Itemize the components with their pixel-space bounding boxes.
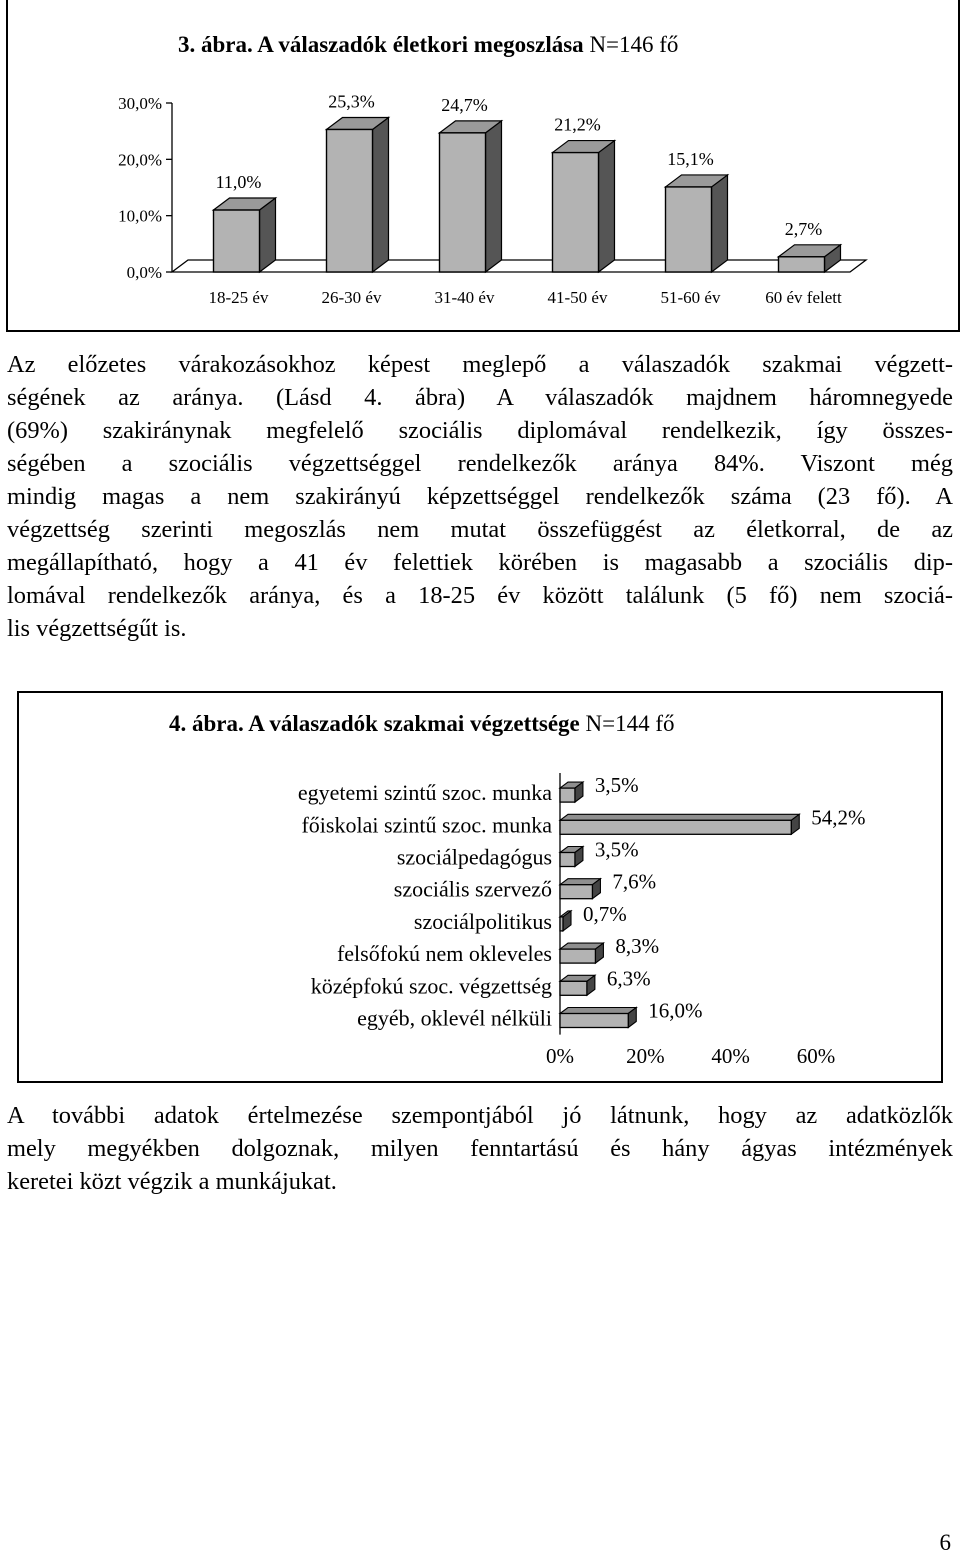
y-tick-label: egyetemi szintű szoc. munka: [297, 780, 552, 806]
bar: [440, 133, 486, 272]
bar-value-label: 6,3%: [606, 966, 651, 991]
bar: [560, 917, 563, 931]
bar: [327, 129, 373, 272]
bar: [560, 981, 587, 995]
bar-value-label: 54,2%: [811, 805, 866, 830]
paragraph-2-line: keretei közt végzik a munkájukat.: [7, 1168, 337, 1195]
y-tick-label: 20,0%: [118, 150, 162, 170]
paragraph-1-line: megállapítható, hogy a 41 év felettiek körében is magasabb a szociális dip-: [7, 549, 953, 576]
x-tick-label: 60 év felett: [765, 288, 842, 307]
age-distribution-chart: [6, 0, 960, 332]
bar: [666, 187, 712, 272]
figure-4-frame: [17, 691, 943, 1083]
x-tick-label: 40%: [711, 1044, 750, 1068]
bar-side: [599, 141, 615, 272]
figure-4-title-n: N=144 fő: [585, 711, 675, 736]
paragraph-1-line: mindig magas a nem szakirányú képzettséggel rendelkezők száma (23 fő). A: [7, 483, 953, 510]
figure-3-title-bold: 3. ábra. A válaszadók életkori megoszlása: [178, 32, 584, 57]
bar-value-label: 8,3%: [615, 934, 660, 959]
bar-value-label: 2,7%: [784, 218, 823, 239]
y-tick-label: felsőfokú nem okleveles: [336, 941, 552, 967]
x-tick-label: 31-40 év: [434, 288, 495, 307]
bar-side: [712, 175, 728, 272]
paragraph-1-line: ségében a szociális végzettséggel rendelkezők aránya 84%. Viszont még: [7, 450, 953, 477]
bar-top: [560, 814, 799, 820]
bar-value-label: 21,2%: [554, 114, 601, 135]
y-tick-label: 30,0%: [118, 94, 162, 113]
bar-value-label: 7,6%: [612, 869, 657, 894]
bar: [560, 788, 575, 802]
x-tick-label: 20%: [626, 1044, 665, 1068]
chart-floor: [172, 260, 866, 272]
bar: [560, 820, 791, 834]
bar-value-label: 15,1%: [667, 148, 714, 169]
bar: [560, 853, 575, 867]
x-tick-label: 0%: [546, 1044, 574, 1068]
body-paragraph-2: [7, 1099, 953, 1198]
x-tick-label: 60%: [796, 1044, 836, 1068]
y-tick-label: egyéb, oklevél nélküli: [357, 1005, 552, 1031]
bar: [214, 210, 260, 272]
bar: [560, 1014, 628, 1028]
bar-value-label: 16,0%: [648, 998, 703, 1023]
bar-value-label: 0,7%: [583, 901, 627, 926]
bar-top: [560, 1008, 636, 1014]
y-tick-label: főiskolai szintű szoc. munka: [301, 812, 552, 838]
y-tick-label: 10,0%: [118, 206, 162, 226]
figure-3-frame: [6, 0, 960, 332]
x-tick-label: 18-25 év: [208, 288, 269, 307]
paragraph-2-line: A további adatok értelmezése szempontjából jó látnunk, hogy az adatközlők: [7, 1102, 953, 1129]
figure-3-title-n: N=146 fő: [589, 32, 679, 57]
x-tick-label: 26-30 év: [321, 288, 382, 307]
paragraph-1-line: Az előzetes várakozásokhoz képest meglepő a válaszadók szakmai végzett-: [7, 351, 953, 378]
bar-value-label: 25,3%: [328, 91, 375, 112]
paragraph-1-line: ségének az aránya. (Lásd 4. ábra) A válaszadók majdnem háromnegyede: [7, 384, 953, 411]
qualification-chart: [19, 693, 941, 1081]
paragraph-1-line: (69%) szakiránynak megfelelő szociális diplomával rendelkezik, így összes-: [7, 417, 953, 444]
body-paragraph-1: [7, 348, 953, 645]
y-tick-label: szociálpolitikus: [413, 908, 552, 934]
bar-side: [260, 198, 276, 272]
bar: [779, 257, 825, 272]
paragraph-1-line: végzettség szerinti megoszlás nem mutat összefüggést az életkorral, de az: [7, 516, 953, 543]
y-tick-label: szociális szervező: [393, 876, 552, 902]
y-tick-label: 0,0%: [126, 263, 162, 282]
y-tick-label: középfokú szoc. végzettség: [310, 973, 552, 999]
paragraph-1-line: lomával rendelkezők aránya, és a 18-25 év között találunk (5 fő) nem szociá-: [7, 582, 953, 609]
x-tick-label: 51-60 év: [660, 288, 721, 307]
figure-4-title-bold: 4. ábra. A válaszadók szakmai végzettsége: [169, 711, 580, 736]
bar-value-label: 11,0%: [215, 172, 262, 193]
bar-side: [486, 121, 502, 272]
bar: [560, 949, 595, 963]
bar-value-label: 24,7%: [441, 94, 488, 115]
paragraph-1-line: lis végzettségűt is.: [7, 615, 187, 642]
bar-value-label: 3,5%: [594, 837, 639, 862]
paragraph-2-line: mely megyékben dolgoznak, milyen fenntartású és hány ágyas intézmények: [7, 1135, 953, 1162]
x-tick-label: 41-50 év: [547, 288, 608, 307]
page-number: 6: [939, 1530, 951, 1555]
bar-side: [373, 117, 389, 272]
bar-value-label: 3,5%: [594, 773, 639, 798]
y-tick-label: szociálpedagógus: [396, 844, 552, 870]
bar: [560, 885, 592, 899]
bar: [553, 153, 599, 272]
